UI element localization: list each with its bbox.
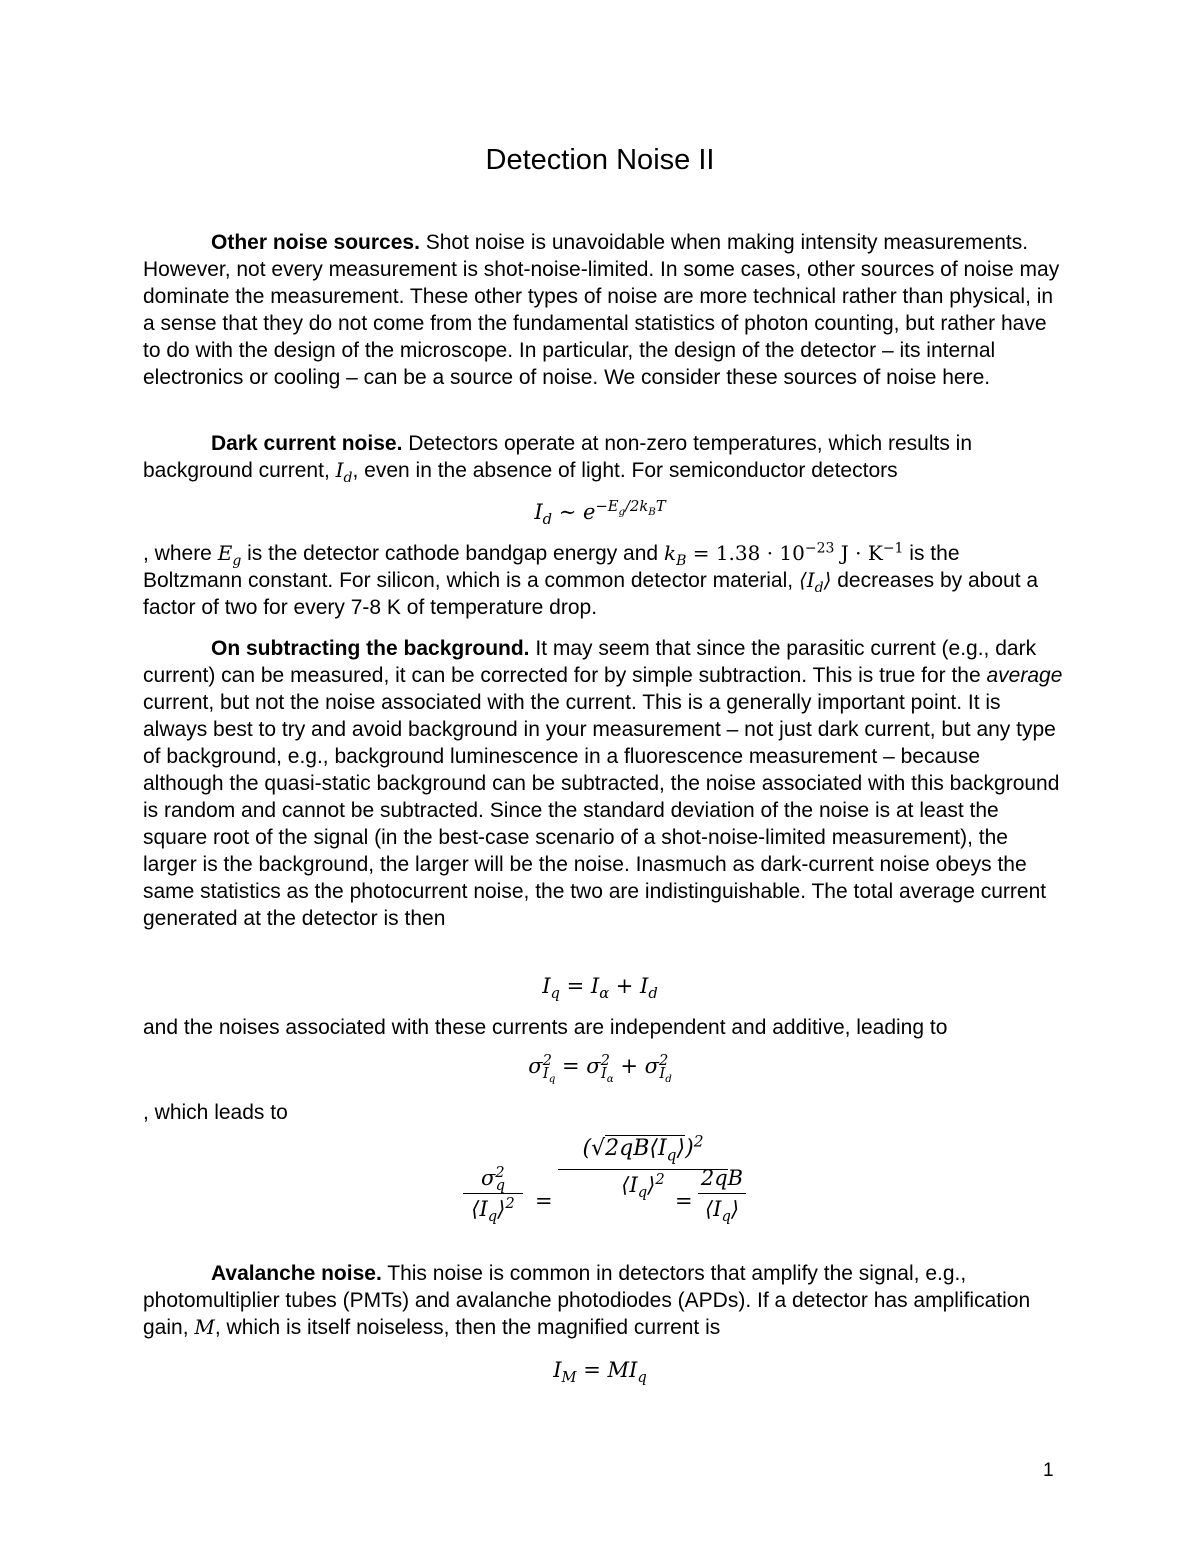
fraction-rhs: 2qB $⟨I_q⟩$	[698, 1166, 746, 1221]
fraction-middle: $(√2qB⟨I_q⟩)^2$ $⟨I_q⟩^2$	[558, 1136, 728, 1197]
paragraph-text: Detectors operate at non-zero temperatures, which results in background current,	[143, 432, 973, 482]
inline-math-kB: $k_B = 1.38 \cdot 10^{-23}$ $J \cdot K^{-1}$	[663, 540, 904, 569]
paragraph-heading: Dark current noise.	[211, 432, 403, 455]
equation-magnified-current: $I_M = MI_q$	[553, 1358, 647, 1387]
inline-math-M: M	[194, 1315, 215, 1339]
paragraph-dark-current-noise	[143, 430, 1063, 484]
page-title: Detection Noise II	[485, 144, 715, 176]
inline-math-Id: $I_d$	[335, 458, 353, 486]
fraction-lhs: $\sigma^2_q$ $⟨I_q⟩^2$	[463, 1166, 523, 1221]
equals-sign: =	[535, 1189, 553, 1213]
equation-total-current: $I_q = I_\alpha + I_d$	[542, 974, 658, 1003]
paragraph-which-leads-to: , which leads to	[143, 1101, 288, 1124]
equation-dark-current: $I_d$ ∼ $e^{-E_g/2k_BT}$	[534, 498, 666, 529]
paragraph-boltzmann: , where $E_g$ is the detector cathode bandgap energy and $k_B = 1.38 \cdot 10^{-23}$ $J \cdot K^{-1}$ is the Boltzmann constant. For silicon, which is a common detector material, $⟨I_d⟩$ decreases by about a factor of two for every 7-8 K of temperature drop.	[143, 540, 1039, 619]
paragraph-text: , even in the absence of light. For semiconductor detectors	[352, 459, 898, 482]
inline-math-avg-Id: $⟨I_d⟩$	[798, 568, 832, 596]
emphasis-text: average	[986, 664, 1063, 687]
equals-sign: =	[675, 1189, 693, 1213]
inline-math-Eg: $E_g$	[217, 541, 242, 569]
page-number: 1	[1043, 1460, 1054, 1481]
paragraph-additive-noise: and the noises associated with these currents are independent and additive, leading to	[143, 1016, 948, 1039]
equation-relative-noise	[453, 1132, 753, 1246]
paragraph-subtracting-background: On subtracting the background. It may seem that since the parasitic current (e.g., dark current) can be measured, it can be corrected for by simple subtraction. This is true for the average current, but not the noise associated with the current. This is a generally important point. It is always best to try and avoid background in your measurement – not just dark current, but any type of background, e.g., background luminescence in a fluorescence measurement – because although the quasi-static background can be subtracted, the noise associated with this background is random and cannot be subtracted. Since the standard deviation of the noise is at least the square root of the signal (in the best-case scenario of a shot-noise-limited measurement), the larger is the background, the larger will be the noise. Inasmuch as dark-current noise obeys the same statistics as the photocurrent noise, the two are indistinguishable. The total average current generated at the detector is then	[143, 637, 1063, 930]
paragraph-avalanche-noise: Avalanche noise. This noise is common in detectors that amplify the signal, e.g., photomultiplier tubes (PMTs) and avalanche photodiodes (APDs). If a detector has amplification gain, M, which is itself noiseless, then the magnified current is	[143, 1262, 1031, 1339]
paragraph-heading: On subtracting the background.	[211, 637, 530, 660]
paragraph-other-noise-sources	[143, 229, 1063, 391]
equation-variance-sum: $\sigma^2_{I_q} = \sigma^2_{I_\alpha} + \sigma^2_{I_d}$	[528, 1052, 672, 1086]
paragraph-heading: Other noise sources.	[211, 231, 420, 254]
paragraph-text: Shot noise is unavoidable when making intensity measurements. However, not every measurement is shot-noise-limited. In some cases, other sources of noise may dominate the measurement. These other types of noise are more technical rather than physical, in a sense that they do not come from the fundamental statistics of photon counting, but rather have to do with the design of the microscope. In particular, the design of the detector – its internal electronics or cooling – can be a source of noise. We consider these sources of noise here.	[143, 231, 1060, 389]
paragraph-heading: Avalanche noise.	[211, 1262, 382, 1285]
